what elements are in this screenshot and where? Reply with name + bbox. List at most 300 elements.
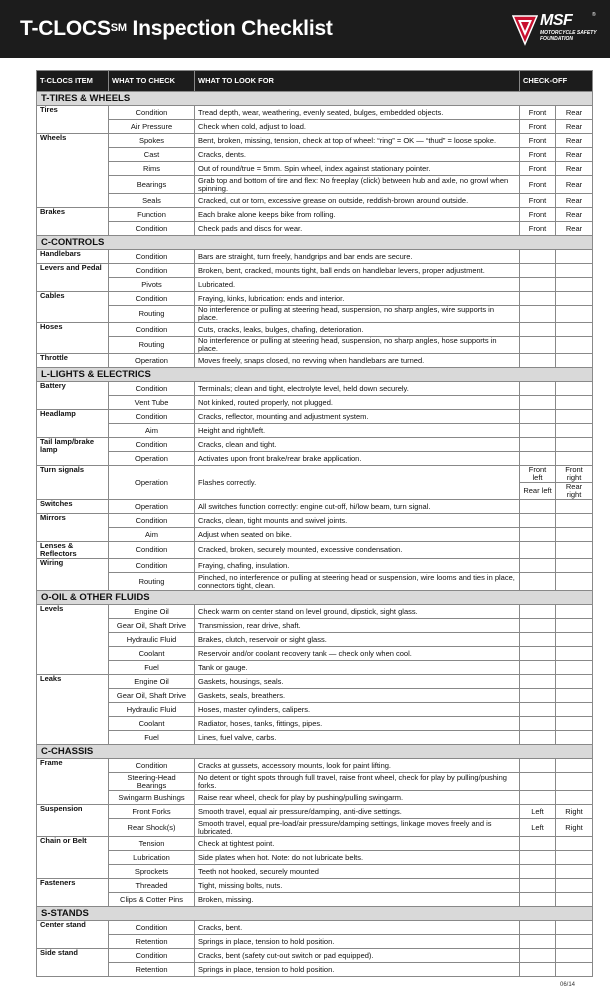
section-header-row: [37, 368, 593, 382]
table-row: [37, 717, 593, 731]
check-off-cell[interactable]: Front: [520, 176, 556, 194]
what-to-check: Routing: [109, 573, 195, 591]
check-off-cell[interactable]: Rear: [556, 222, 593, 236]
table-row: [37, 120, 593, 134]
what-to-look-for: Gaskets, housings, seals.: [195, 675, 520, 689]
what-to-check: Operation: [109, 466, 195, 500]
what-to-look-for: Bars are straight, turn freely, handgrips and bar ends are secure.: [195, 250, 520, 264]
what-to-look-for: Pinched, no interference or pulling at steering head or suspension, wire looms and ties in place, connectors tight, clean.: [195, 573, 520, 591]
what-to-look-for: Check when cold, adjust to load.: [195, 120, 520, 134]
version-label: 06/14: [560, 982, 576, 988]
what-to-look-for: Terminals; clean and tight, electrolyte level, held down securely.: [195, 382, 520, 396]
what-to-look-for: Tank or gauge.: [195, 661, 520, 675]
section-header-row: [37, 907, 593, 921]
check-off-cell[interactable]: Front: [520, 162, 556, 176]
check-off-cell[interactable]: [520, 879, 556, 893]
table-row: [37, 731, 593, 745]
table-row: [37, 773, 593, 791]
table-row: [37, 935, 593, 949]
check-off-cell[interactable]: Rear: [556, 148, 593, 162]
check-off-cell[interactable]: [520, 893, 556, 907]
check-off-cell[interactable]: [556, 837, 593, 851]
check-off-cell[interactable]: Front: [520, 208, 556, 222]
table-row: [37, 619, 593, 633]
table-row: [37, 323, 593, 337]
what-to-look-for: Cracks at gussets, accessory mounts, look for paint lifting.: [195, 759, 520, 773]
item-name: Suspension: [37, 805, 109, 837]
table-row: [37, 879, 593, 893]
check-off-cell[interactable]: [556, 703, 593, 717]
check-off-cell[interactable]: [520, 703, 556, 717]
what-to-look-for: Not kinked, routed properly, not plugged.: [195, 396, 520, 410]
item-name: Cables: [37, 292, 109, 323]
section-title: T-TIRES & WHEELS: [37, 92, 593, 106]
table-row: [37, 759, 593, 773]
table-row: [37, 306, 593, 323]
what-to-look-for: No detent or tight spots through full travel, raise front wheel, check for play by pulling/pushing forks.: [195, 773, 520, 791]
what-to-look-for: Moves freely, snaps closed, no revving when handlebars are turned.: [195, 354, 520, 368]
what-to-check: Operation: [109, 354, 195, 368]
what-to-look-for: Springs in place, tension to hold position.: [195, 935, 520, 949]
check-off-cell[interactable]: [520, 605, 556, 619]
check-off-cell[interactable]: [556, 278, 593, 292]
check-off-cell[interactable]: [556, 306, 593, 323]
what-to-check: Condition: [109, 264, 195, 278]
check-off-cell[interactable]: [556, 250, 593, 264]
what-to-check: Tension: [109, 837, 195, 851]
table-row: [37, 819, 593, 837]
table-row: [37, 106, 593, 120]
table-row: [37, 194, 593, 208]
check-off-cell[interactable]: Rear: [556, 134, 593, 148]
check-off-cell[interactable]: [520, 410, 556, 424]
what-to-look-for: Teeth not hooked, securely mounted: [195, 865, 520, 879]
table-row: [37, 791, 593, 805]
table-row: [37, 605, 593, 619]
what-to-check: Sprockets: [109, 865, 195, 879]
check-off-cell[interactable]: [556, 717, 593, 731]
check-off-cell[interactable]: [520, 424, 556, 438]
what-to-look-for: Cracks, clean, tight mounts and swivel joints.: [195, 514, 520, 528]
check-off-cell[interactable]: [556, 292, 593, 306]
what-to-look-for: Radiator, hoses, tanks, fittings, pipes.: [195, 717, 520, 731]
check-off-cell[interactable]: Front left: [520, 466, 556, 483]
check-off-cell[interactable]: [556, 791, 593, 805]
table-row: [37, 837, 593, 851]
check-off-cell[interactable]: [520, 633, 556, 647]
check-off-cell[interactable]: [556, 773, 593, 791]
what-to-check: Rims: [109, 162, 195, 176]
what-to-check: Condition: [109, 438, 195, 452]
what-to-look-for: Broken, missing.: [195, 893, 520, 907]
table-row: [37, 500, 593, 514]
item-name: Throttle: [37, 354, 109, 368]
what-to-look-for: Adjust when seated on bike.: [195, 528, 520, 542]
what-to-check: Routing: [109, 306, 195, 323]
what-to-look-for: Grab top and bottom of tire and flex: No freeplay (click) between hub and axle, no growl when spinning.: [195, 176, 520, 194]
check-off-cell[interactable]: [556, 323, 593, 337]
item-name: Leaks: [37, 675, 109, 745]
what-to-check: Function: [109, 208, 195, 222]
what-to-check: Condition: [109, 323, 195, 337]
table-row: [37, 647, 593, 661]
check-off-cell[interactable]: [556, 542, 593, 559]
table-row: [37, 921, 593, 935]
checklist-body: [37, 92, 593, 977]
table-row: [37, 176, 593, 194]
table-row: [37, 264, 593, 278]
table-row: [37, 661, 593, 675]
logo-subtext: MOTORCYCLE SAFETY FOUNDATION: [540, 30, 597, 42]
what-to-check: Lubrication: [109, 851, 195, 865]
what-to-look-for: Cracks, dents.: [195, 148, 520, 162]
what-to-check: Operation: [109, 500, 195, 514]
check-off-cell[interactable]: [520, 837, 556, 851]
what-to-check: Condition: [109, 949, 195, 963]
check-off-cell[interactable]: [520, 542, 556, 559]
check-off-cell[interactable]: [520, 528, 556, 542]
section-title: C-CHASSIS: [37, 745, 593, 759]
what-to-look-for: Cracks, bent.: [195, 921, 520, 935]
what-to-check: Condition: [109, 921, 195, 935]
check-off-cell[interactable]: Front: [520, 134, 556, 148]
what-to-look-for: Activates upon front brake/rear brake application.: [195, 452, 520, 466]
check-off-cell[interactable]: [556, 879, 593, 893]
table-row: [37, 292, 593, 306]
table-row: [37, 438, 593, 452]
table-row: [37, 633, 593, 647]
what-to-check: Condition: [109, 410, 195, 424]
what-to-check: Condition: [109, 106, 195, 120]
what-to-look-for: Check pads and discs for wear.: [195, 222, 520, 236]
check-off-cell[interactable]: [520, 559, 556, 573]
section-header-row: [37, 236, 593, 250]
what-to-look-for: Cracked, cut or torn, excessive grease on outside, reddish-brown around outside.: [195, 194, 520, 208]
table-row: [37, 278, 593, 292]
check-off-cell[interactable]: Front: [520, 120, 556, 134]
table-row: [37, 250, 593, 264]
check-off-cell[interactable]: [520, 500, 556, 514]
check-off-cell[interactable]: [520, 452, 556, 466]
check-off-cell[interactable]: [520, 949, 556, 963]
check-off-cell[interactable]: [520, 619, 556, 633]
column-header-item: T-CLOCS ITEM: [37, 71, 109, 92]
what-to-look-for: Transmission, rear drive, shaft.: [195, 619, 520, 633]
table-row: [37, 134, 593, 148]
what-to-look-for: Smooth travel, equal air pressure/damping, anti-dive settings.: [195, 805, 520, 819]
what-to-look-for: Gaskets, seals, breathers.: [195, 689, 520, 703]
what-to-look-for: All switches function correctly: engine cut-off, hi/low beam, turn signal.: [195, 500, 520, 514]
what-to-check: Pivots: [109, 278, 195, 292]
what-to-check: Engine Oil: [109, 675, 195, 689]
table-row: [37, 396, 593, 410]
item-name: Wheels: [37, 134, 109, 208]
check-off-cell[interactable]: [520, 514, 556, 528]
what-to-check: Hydraulic Fluid: [109, 633, 195, 647]
check-off-cell[interactable]: Rear: [556, 162, 593, 176]
table-row: [37, 162, 593, 176]
check-off-cell[interactable]: [520, 791, 556, 805]
item-name: Brakes: [37, 208, 109, 236]
what-to-look-for: Tread depth, wear, weathering, evenly seated, bulges, embedded objects.: [195, 106, 520, 120]
check-off-cell[interactable]: Rear left: [520, 483, 556, 500]
check-off-cell[interactable]: [556, 935, 593, 949]
what-to-look-for: Each brake alone keeps bike from rolling.: [195, 208, 520, 222]
what-to-check: Condition: [109, 292, 195, 306]
table-row: [37, 337, 593, 354]
section-header-row: [37, 591, 593, 605]
table-row: [37, 573, 593, 591]
check-off-cell[interactable]: [556, 354, 593, 368]
check-off-cell[interactable]: [556, 605, 593, 619]
what-to-look-for: Cracked, broken, securely mounted, excessive condensation.: [195, 542, 520, 559]
check-off-cell[interactable]: [520, 438, 556, 452]
what-to-check: Front Forks: [109, 805, 195, 819]
column-header-look: WHAT TO LOOK FOR: [195, 71, 520, 92]
table-row: [37, 424, 593, 438]
item-name: Hoses: [37, 323, 109, 354]
check-off-cell[interactable]: [520, 396, 556, 410]
check-off-cell[interactable]: Rear right: [556, 483, 593, 500]
what-to-look-for: Side plates when hot. Note: do not lubricate belts.: [195, 851, 520, 865]
check-off-cell[interactable]: Front: [520, 194, 556, 208]
check-off-cell[interactable]: [520, 661, 556, 675]
check-off-cell[interactable]: [556, 424, 593, 438]
table-row: [37, 703, 593, 717]
item-name: Tail lamp/brake lamp: [37, 438, 109, 466]
check-off-cell[interactable]: [520, 306, 556, 323]
shield-logo-icon: [512, 14, 538, 46]
what-to-look-for: Bent, broken, missing, tension, check at top of wheel: “ring” = OK — “thud” = loose spoke.: [195, 134, 520, 148]
what-to-check: Seals: [109, 194, 195, 208]
section-title: L-LIGHTS & ELECTRICS: [37, 368, 593, 382]
check-off-cell[interactable]: [556, 963, 593, 977]
what-to-check: Gear Oil, Shaft Drive: [109, 689, 195, 703]
table-row: [37, 689, 593, 703]
item-name: Headlamp: [37, 410, 109, 438]
what-to-check: Condition: [109, 514, 195, 528]
check-off-cell[interactable]: [520, 865, 556, 879]
what-to-look-for: Raise rear wheel, check for play by pushing/pulling swingarm.: [195, 791, 520, 805]
check-off-cell[interactable]: [556, 675, 593, 689]
check-off-cell[interactable]: Rear: [556, 208, 593, 222]
table-row: [37, 466, 593, 483]
what-to-look-for: Springs in place, tension to hold position.: [195, 963, 520, 977]
check-off-cell[interactable]: Front: [520, 106, 556, 120]
check-off-cell[interactable]: [520, 921, 556, 935]
what-to-look-for: Reservoir and/or coolant recovery tank — check only when cool.: [195, 647, 520, 661]
what-to-check: Hydraulic Fluid: [109, 703, 195, 717]
table-row: [37, 528, 593, 542]
check-off-cell[interactable]: Front right: [556, 466, 593, 483]
table-row: [37, 893, 593, 907]
check-off-cell[interactable]: [520, 731, 556, 745]
check-off-cell[interactable]: [556, 619, 593, 633]
what-to-check: Steering-Head Bearings: [109, 773, 195, 791]
table-row: [37, 148, 593, 162]
item-name: Switches: [37, 500, 109, 514]
what-to-check: Retention: [109, 963, 195, 977]
what-to-check: Coolant: [109, 717, 195, 731]
item-name: Lenses & Reflectors: [37, 542, 109, 559]
check-off-cell[interactable]: [556, 514, 593, 528]
what-to-check: Condition: [109, 222, 195, 236]
logo-text: MSF: [540, 12, 573, 29]
what-to-check: Cast: [109, 148, 195, 162]
what-to-check: Condition: [109, 542, 195, 559]
check-off-cell[interactable]: Right: [556, 819, 593, 837]
check-off-cell[interactable]: [520, 354, 556, 368]
table-row: [37, 675, 593, 689]
check-off-cell[interactable]: [520, 647, 556, 661]
what-to-check: Bearings: [109, 176, 195, 194]
msf-logo: [512, 12, 600, 48]
item-name: Fasteners: [37, 879, 109, 907]
check-off-cell[interactable]: [520, 689, 556, 703]
check-off-cell[interactable]: [556, 559, 593, 573]
check-off-cell[interactable]: [556, 689, 593, 703]
check-off-cell[interactable]: [520, 935, 556, 949]
check-off-cell[interactable]: [556, 573, 593, 591]
what-to-check: Aim: [109, 528, 195, 542]
check-off-cell[interactable]: [556, 452, 593, 466]
what-to-check: Engine Oil: [109, 605, 195, 619]
table-row: [37, 354, 593, 368]
check-off-cell[interactable]: Front: [520, 148, 556, 162]
check-off-cell[interactable]: [556, 438, 593, 452]
table-row: [37, 382, 593, 396]
check-off-cell[interactable]: [520, 773, 556, 791]
what-to-check: Fuel: [109, 661, 195, 675]
check-off-cell[interactable]: [556, 382, 593, 396]
item-name: Levels: [37, 605, 109, 675]
check-off-cell[interactable]: [556, 949, 593, 963]
check-off-cell[interactable]: Rear: [556, 120, 593, 134]
check-off-cell[interactable]: [556, 759, 593, 773]
item-name: Tires: [37, 106, 109, 134]
check-off-cell[interactable]: [520, 337, 556, 354]
logo-registered-mark: ®: [592, 12, 596, 18]
what-to-look-for: No interference or pulling at steering head, suspension, no sharp angles, wire supports in place.: [195, 306, 520, 323]
check-off-cell[interactable]: [520, 250, 556, 264]
check-off-cell[interactable]: [520, 717, 556, 731]
what-to-check: Vent Tube: [109, 396, 195, 410]
what-to-check: Operation: [109, 452, 195, 466]
item-name: Turn signals: [37, 466, 109, 500]
table-row: [37, 805, 593, 819]
check-off-cell[interactable]: [520, 573, 556, 591]
check-off-cell[interactable]: [520, 323, 556, 337]
what-to-check: Condition: [109, 382, 195, 396]
column-header-check: WHAT TO CHECK: [109, 71, 195, 92]
page-title: T-CLOCS℠ Inspection Checklist: [20, 17, 333, 40]
what-to-look-for: No interference or pulling at steering head, suspension, no sharp angles, hose supports in place.: [195, 337, 520, 354]
what-to-look-for: Cracks, reflector, mounting and adjustment system.: [195, 410, 520, 424]
check-off-cell[interactable]: Left: [520, 805, 556, 819]
check-off-cell[interactable]: [556, 396, 593, 410]
what-to-check: Aim: [109, 424, 195, 438]
check-off-cell[interactable]: [556, 337, 593, 354]
table-row: [37, 865, 593, 879]
what-to-look-for: Out of round/true = 5mm. Spin wheel, index against stationary pointer.: [195, 162, 520, 176]
check-off-cell[interactable]: [520, 675, 556, 689]
what-to-check: Routing: [109, 337, 195, 354]
check-off-cell[interactable]: [556, 264, 593, 278]
what-to-look-for: Hoses, master cylinders, calipers.: [195, 703, 520, 717]
check-off-cell[interactable]: [520, 264, 556, 278]
table-row: [37, 949, 593, 963]
check-off-cell[interactable]: [520, 382, 556, 396]
item-name: Battery: [37, 382, 109, 410]
what-to-check: Spokes: [109, 134, 195, 148]
check-off-cell[interactable]: Rear: [556, 194, 593, 208]
check-off-cell[interactable]: [520, 963, 556, 977]
check-off-cell[interactable]: Front: [520, 222, 556, 236]
what-to-check: Fuel: [109, 731, 195, 745]
check-off-cell[interactable]: [520, 759, 556, 773]
what-to-look-for: Check warm on center stand on level ground, dipstick, sight glass.: [195, 605, 520, 619]
section-title: O-OIL & OTHER FLUIDS: [37, 591, 593, 605]
what-to-look-for: Fraying, chafing, insulation.: [195, 559, 520, 573]
check-off-cell[interactable]: Rear: [556, 106, 593, 120]
check-off-cell[interactable]: Right: [556, 805, 593, 819]
table-row: [37, 963, 593, 977]
what-to-look-for: Lubricated.: [195, 278, 520, 292]
inspection-checklist-table: [36, 70, 593, 977]
what-to-check: Rear Shock(s): [109, 819, 195, 837]
check-off-cell[interactable]: [556, 647, 593, 661]
check-off-cell[interactable]: [556, 865, 593, 879]
check-off-cell[interactable]: [556, 633, 593, 647]
what-to-look-for: Tight, missing bolts, nuts.: [195, 879, 520, 893]
table-row: [37, 222, 593, 236]
what-to-check: Condition: [109, 759, 195, 773]
what-to-check: Swingarm Bushings: [109, 791, 195, 805]
check-off-cell[interactable]: [520, 851, 556, 865]
column-header-checkoff: CHECK-OFF: [520, 71, 593, 92]
what-to-check: Clips & Cotter Pins: [109, 893, 195, 907]
item-name: Levers and Pedal: [37, 264, 109, 292]
item-name: Mirrors: [37, 514, 109, 542]
item-name: Wiring: [37, 559, 109, 591]
check-off-cell[interactable]: [556, 921, 593, 935]
check-off-cell[interactable]: [556, 410, 593, 424]
what-to-look-for: Smooth travel, equal pre-load/air pressure/damping settings, linkage moves freely and is lubricated.: [195, 819, 520, 837]
item-name: Frame: [37, 759, 109, 805]
check-off-cell[interactable]: [520, 292, 556, 306]
what-to-look-for: Check at tightest point.: [195, 837, 520, 851]
what-to-check: Retention: [109, 935, 195, 949]
item-name: Side stand: [37, 949, 109, 977]
check-off-cell[interactable]: [556, 528, 593, 542]
item-name: Chain or Belt: [37, 837, 109, 879]
table-row: [37, 452, 593, 466]
section-title: S-STANDS: [37, 907, 593, 921]
what-to-check: Gear Oil, Shaft Drive: [109, 619, 195, 633]
what-to-look-for: Flashes correctly.: [195, 466, 520, 500]
check-off-cell[interactable]: [556, 731, 593, 745]
check-off-cell[interactable]: [520, 278, 556, 292]
check-off-cell[interactable]: [556, 500, 593, 514]
check-off-cell[interactable]: Rear: [556, 176, 593, 194]
item-name: Center stand: [37, 921, 109, 949]
check-off-cell[interactable]: [556, 661, 593, 675]
check-off-cell[interactable]: Left: [520, 819, 556, 837]
table-row: [37, 559, 593, 573]
check-off-cell[interactable]: [556, 893, 593, 907]
item-name: Handlebars: [37, 250, 109, 264]
check-off-cell[interactable]: [556, 851, 593, 865]
